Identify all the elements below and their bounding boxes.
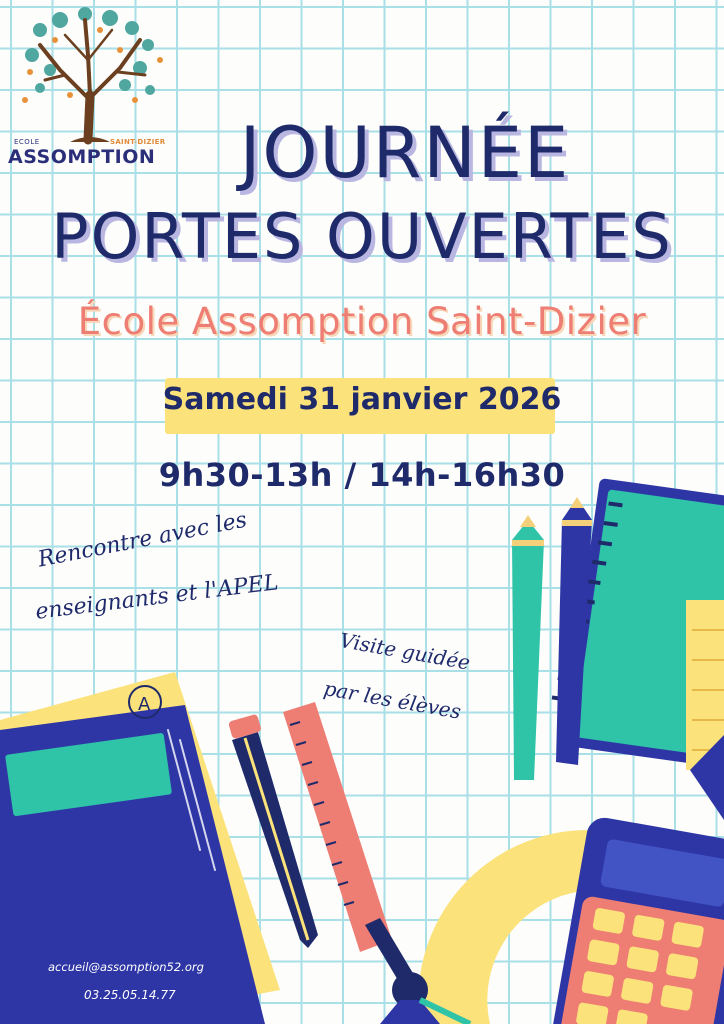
contact-email[interactable]: accueil@assomption52.org	[48, 960, 204, 974]
svg-text:A: A	[138, 694, 151, 715]
visit-text-line-2: par les élèves	[321, 676, 463, 724]
event-hours: 9h30-13h / 14h-16h30	[158, 456, 566, 494]
logo-ecole-label: ECOLE	[14, 138, 40, 146]
title-line-1: JOURNÉE	[239, 112, 571, 194]
logo-school-name: ASSOMPTION	[8, 146, 156, 168]
meeting-text-line-2: enseignants et l'APEL	[34, 570, 280, 625]
meeting-text-line-1: Rencontre avec les	[36, 507, 249, 573]
contact-phone[interactable]: 03.25.05.14.77	[84, 988, 176, 1002]
title-line-2: PORTES OUVERTES	[51, 200, 673, 273]
school-subtitle: École Assomption Saint-Dizier	[77, 300, 647, 343]
event-date: Samedi 31 janvier 2026	[162, 382, 562, 417]
logo-city-label: SAINT-DIZIER	[110, 138, 166, 146]
visit-text-line-1: Visite guidée	[337, 628, 472, 675]
